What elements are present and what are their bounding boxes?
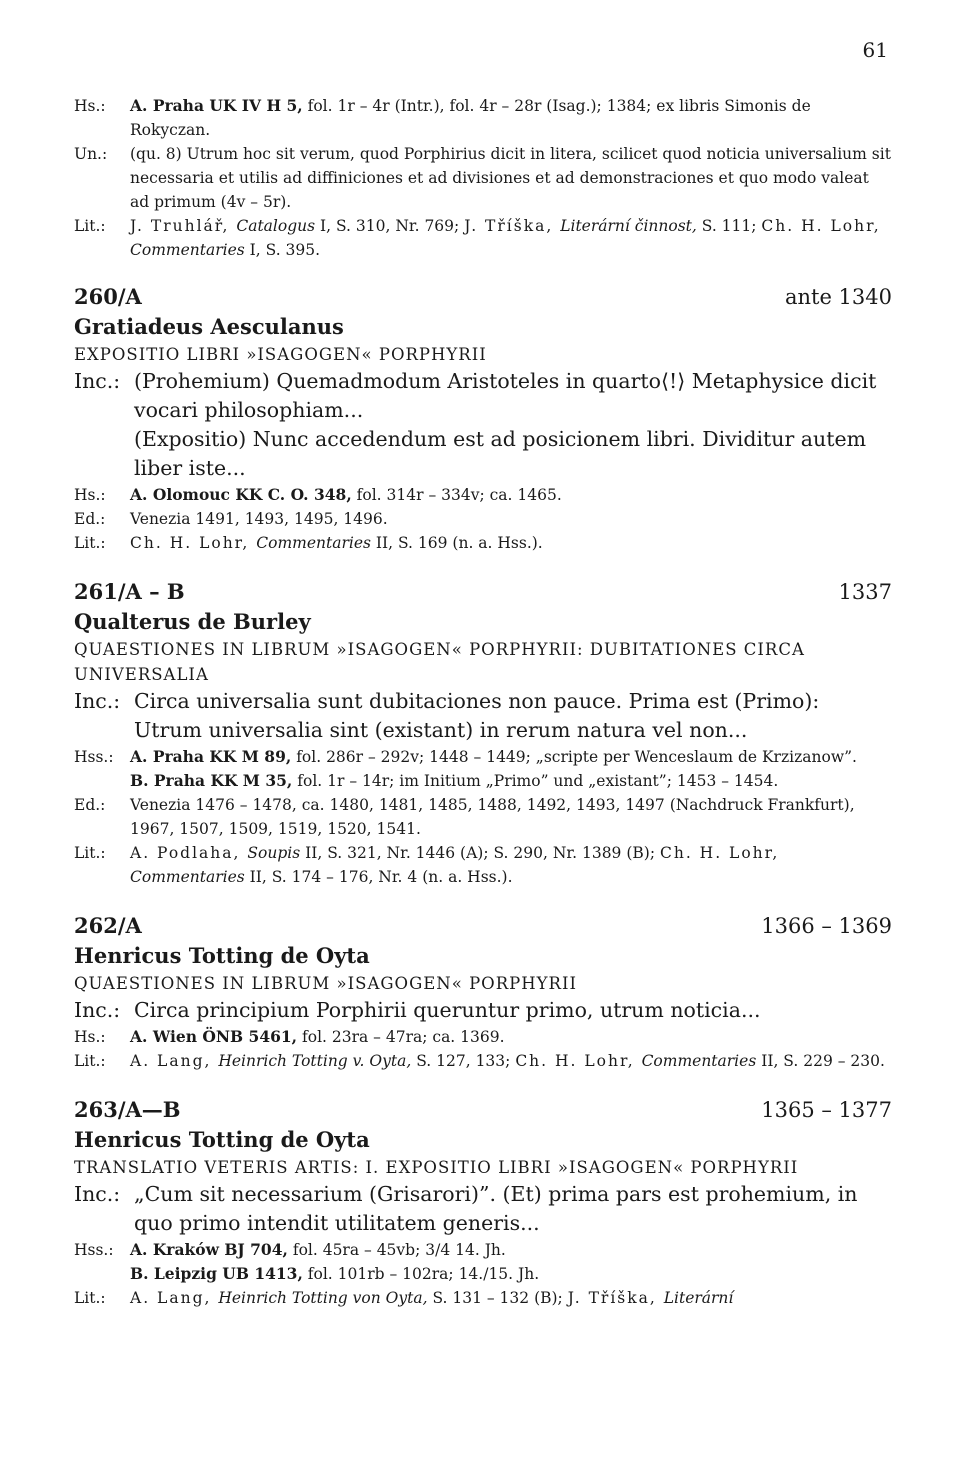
manuscript-details: fol. 1r – 14r; im Initium „Primo” und „existant”; 1453 – 1454. <box>292 772 779 790</box>
lit-title: Heinrich Totting von Oyta, <box>218 1289 428 1307</box>
incipit-expositio: (Expositio) Nunc accedendum est ad posicionem libri. Dividitur autem liber iste... <box>134 427 867 480</box>
field-label: Hss.: <box>74 748 114 766</box>
entry-header <box>74 282 892 312</box>
field-label: Hs.: <box>74 1028 106 1046</box>
edition-line <box>74 507 892 531</box>
manuscript-b <box>130 769 892 793</box>
field-label: Inc.: <box>74 1182 121 1206</box>
entry-date: 1337 <box>838 580 892 604</box>
manuscript-line <box>74 94 892 142</box>
entry-261 <box>74 577 892 889</box>
lit-ref: I, S. 310, Nr. 769; <box>315 217 465 235</box>
field-label: Lit.: <box>74 844 106 862</box>
lit-author: Ch. H. Lohr, <box>659 844 780 862</box>
literature-line <box>74 214 892 262</box>
lit-ref: S. 127, 133; <box>411 1052 516 1070</box>
shelfmark: A. Praha UK IV H 5, <box>130 96 303 115</box>
entry-header <box>74 1095 892 1125</box>
entry-263 <box>74 1095 892 1310</box>
field-label: Lit.: <box>74 217 106 235</box>
lit-title: Literární <box>663 1289 734 1307</box>
incipit-line <box>74 367 892 483</box>
manuscript-details: fol. 314r – 334v; ca. 1465. <box>351 486 562 504</box>
entry-260 <box>74 282 892 555</box>
field-label: Lit.: <box>74 1289 106 1307</box>
entry-number: 260/A <box>74 284 142 309</box>
lit-ref: I, S. 395. <box>244 241 321 259</box>
field-label: Hs.: <box>74 97 106 115</box>
incipit-text: „Cum sit necessarium (Grisarori)”. (Et) prima pars est prohemium, in quo primo intendit utilitatem generis... <box>134 1182 858 1235</box>
incipit-line <box>74 1180 892 1238</box>
manuscripts-line <box>74 745 892 793</box>
entry-author: Qualterus de Burley <box>74 609 311 634</box>
lit-ref: S. 111; <box>696 217 762 235</box>
literature-line <box>74 841 892 889</box>
edition-text: Venezia 1476 – 1478, ca. 1480, 1481, 1485, 1488, 1492, 1493, 1497 (Nachdruck Frankfurt), 1967, 1507, 1509, 1519, 1520, 1541. <box>130 796 855 838</box>
lit-title: Commentaries <box>130 868 245 886</box>
entry-date: ante 1340 <box>784 285 892 309</box>
incipit-line <box>74 996 892 1025</box>
entry-author: Gratiadeus Aesculanus <box>74 314 344 339</box>
field-label: Lit.: <box>74 1052 106 1070</box>
entry-number: 261/A – B <box>74 579 185 604</box>
entry-date: 1366 – 1369 <box>761 914 892 938</box>
manuscript-b <box>130 1262 892 1286</box>
manuscripts-line <box>74 1238 892 1286</box>
incipit-text: Circa universalia sunt dubitaciones non pauce. Prima est (Primo): Utrum universalia sint (existant) in rerum natura vel non... <box>134 689 820 742</box>
lit-ref: II, S. 229 – 230. <box>756 1052 885 1070</box>
manuscript-details: fol. 101rb – 102ra; 14./15. Jh. <box>302 1265 540 1283</box>
question-text: (qu. 8) Utrum hoc sit verum, quod Porphirius dicit in litera, scilicet quod noticia universalium sit necessaria et utilis ad diffiniciones et ad divisiones et ad demonstraciones et quo modo valeat ad primum (4v – 5r). <box>130 145 891 211</box>
shelfmark: A. Kraków BJ 704, <box>130 1240 288 1259</box>
field-label: Inc.: <box>74 689 121 713</box>
entry-header <box>74 577 892 607</box>
lit-title: Commentaries <box>130 241 245 259</box>
lit-author: J. Tříška, <box>567 1289 664 1307</box>
lit-ref: II, S. 169 (n. a. Hss.). <box>370 534 543 552</box>
manuscript-details: fol. 45ra – 45vb; 3/4 14. Jh. <box>287 1241 506 1259</box>
field-label: Hss.: <box>74 1241 114 1259</box>
entry-number: 263/A—B <box>74 1097 181 1122</box>
incipit-line <box>74 687 892 745</box>
lit-title: Soupis <box>247 844 301 862</box>
prev-entry <box>74 94 892 262</box>
shelfmark: B. Praha KK M 35, <box>130 771 293 790</box>
entry-date: 1365 – 1377 <box>761 1098 892 1122</box>
field-label: Lit.: <box>74 534 106 552</box>
shelfmark: A. Olomouc KK C. O. 348, <box>130 485 352 504</box>
literature-line <box>74 531 892 555</box>
incipit-prohemium: (Prohemium) Quemadmodum Aristoteles in quarto⟨!⟩ Metaphysice dicit vocari philosophiam... <box>134 369 877 422</box>
field-label: Inc.: <box>74 369 121 393</box>
lit-title: Literární činnost, <box>560 217 697 235</box>
page-number: 61 <box>862 38 888 62</box>
field-label: Hs.: <box>74 486 106 504</box>
lit-ref: S. 131 – 132 (B); <box>427 1289 568 1307</box>
entry-title: QUAESTIONES IN LIBRUM »ISAGOGEN« PORPHYRII: DUBITATIONES CIRCA UNIVERSALIA <box>74 640 805 684</box>
lit-author: Ch. H. Lohr, <box>515 1052 642 1070</box>
edition-text: Venezia 1491, 1493, 1495, 1496. <box>130 510 388 528</box>
entry-number: 262/A <box>74 913 142 938</box>
literature-line <box>74 1049 892 1073</box>
shelfmark: B. Leipzig UB 1413, <box>130 1264 303 1283</box>
question-line <box>74 142 892 214</box>
field-label: Inc.: <box>74 998 121 1022</box>
entry-title: TRANSLATIO VETERIS ARTIS: I. EXPOSITIO LIBRI »ISAGOGEN« PORPHYRII <box>74 1158 799 1177</box>
field-label: Un.: <box>74 145 108 163</box>
lit-author: A. Lang, <box>130 1052 219 1070</box>
manuscript-details: fol. 286r – 292v; 1448 – 1449; „scripte per Wenceslaum de Krzizanow”. <box>291 748 857 766</box>
lit-author: Ch. H. Lohr, <box>761 217 881 235</box>
literature-line <box>74 1286 892 1310</box>
lit-ref: II, S. 174 – 176, Nr. 4 (n. a. Hss.). <box>244 868 513 886</box>
edition-line <box>74 793 892 841</box>
manuscript-a <box>130 1238 892 1262</box>
entry-author: Henricus Totting de Oyta <box>74 1127 370 1152</box>
manuscript-a <box>130 745 892 769</box>
incipit-text: Circa principium Porphirii queruntur primo, utrum noticia... <box>134 998 761 1022</box>
lit-title: Commentaries <box>256 534 371 552</box>
entry-title: EXPOSITIO LIBRI »ISAGOGEN« PORPHYRII <box>74 345 487 364</box>
lit-author: Ch. H. Lohr, <box>130 534 257 552</box>
lit-author: A. Podlaha, <box>130 844 248 862</box>
catalogue-page <box>74 94 892 1310</box>
lit-author: J. Truhlář, <box>130 217 237 235</box>
entry-header <box>74 911 892 941</box>
manuscript-details: fol. 23ra – 47ra; ca. 1369. <box>297 1028 505 1046</box>
manuscript-line <box>74 483 892 507</box>
entry-author: Henricus Totting de Oyta <box>74 943 370 968</box>
manuscript-line <box>74 1025 892 1049</box>
field-label: Ed.: <box>74 510 106 528</box>
field-label: Ed.: <box>74 796 106 814</box>
entry-262 <box>74 911 892 1073</box>
lit-title: Commentaries <box>641 1052 757 1070</box>
lit-title: Heinrich Totting v. Oyta, <box>218 1052 412 1070</box>
lit-author: A. Lang, <box>130 1289 219 1307</box>
entry-title: QUAESTIONES IN LIBRUM »ISAGOGEN« PORPHYRII <box>74 974 577 993</box>
shelfmark: A. Wien ÖNB 5461, <box>130 1027 298 1046</box>
lit-author: J. Tříška, <box>464 217 561 235</box>
lit-title: Catalogus <box>236 217 316 235</box>
lit-ref: II, S. 321, Nr. 1446 (A); S. 290, Nr. 1389 (B); <box>300 844 660 862</box>
shelfmark: A. Praha KK M 89, <box>130 747 292 766</box>
manuscript-details: fol. 1r – 4r (Intr.), fol. 4r – 28r (Isag.); 1384; ex libris Simonis de Rokyczan. <box>130 97 811 139</box>
